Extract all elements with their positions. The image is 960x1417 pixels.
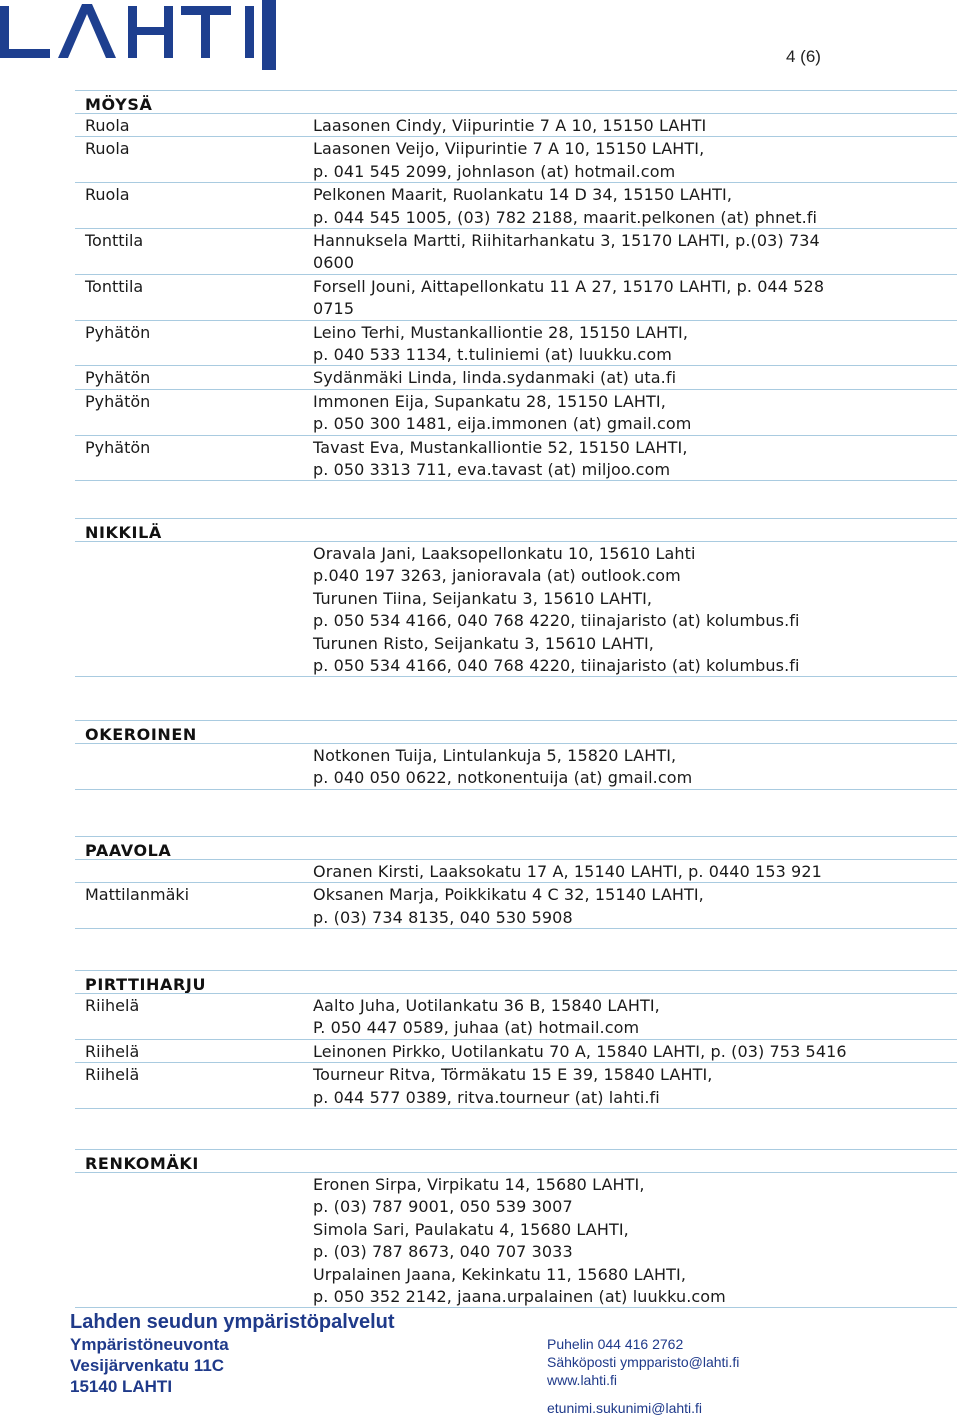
contact-line: Eronen Sirpa, Virpikatu 14, 15680 LAHTI, [313, 1175, 645, 1194]
area-label: Riihelä [85, 996, 140, 1015]
contact-lines [313, 322, 688, 367]
contact-lines [313, 543, 800, 677]
contact-lines [313, 995, 660, 1040]
contact-lines [313, 437, 688, 482]
section-header [75, 518, 957, 541]
contact-line: p. 050 3313 711, eva.tavast (at) miljoo.com [313, 459, 671, 479]
contact-lines [313, 230, 820, 275]
section-title: NIKKILÄ [85, 523, 162, 542]
section-header [75, 1149, 957, 1172]
contact-line: p. 050 352 2142, jaana.urpalainen (at) luukku.com [313, 1286, 726, 1306]
contact-row [75, 1062, 957, 1109]
section-header [75, 836, 957, 859]
area-label: Riihelä [85, 1065, 140, 1085]
contact-row [75, 541, 957, 677]
contact-row [75, 1039, 957, 1062]
contact-line: Oravala Jani, Laaksopellonkatu 10, 15610 Lahti [313, 544, 696, 563]
contact-line: Immonen Eija, Supankatu 28, 15150 LAHTI, [313, 391, 666, 411]
contact-lines [313, 1041, 847, 1063]
contact-lines [313, 276, 824, 321]
contact-line: Sydänmäki Linda, linda.sydanmaki (at) uta.fi [313, 368, 677, 388]
section-4 [75, 970, 957, 1109]
contact-line: Laasonen Cindy, Viipurintie 7 A 10, 15150 LAHTI [313, 116, 707, 135]
area-label: Ruola [85, 116, 130, 135]
contact-lines [313, 367, 676, 389]
area-label: Tonttila [85, 276, 144, 296]
contact-row [75, 743, 957, 790]
contact-lines [313, 115, 706, 137]
contact-line: Tourneur Ritva, Törmäkatu 15 E 39, 15840 LAHTI, [313, 1065, 713, 1085]
contact-line: p. 050 300 1481, eija.immonen (at) gmail.com [313, 414, 692, 434]
contact-line: Forsell Jouni, Aittapellonkatu 11 A 27, 15170 LAHTI, p. 044 528 [313, 276, 825, 296]
contact-row [75, 882, 957, 929]
contact-row [75, 113, 957, 136]
footer-web[interactable]: www.lahti.fi [547, 1372, 618, 1388]
area-label: Riihelä [85, 1041, 140, 1061]
contact-line: Laasonen Veijo, Viipurintie 7 A 10, 15150 LAHTI, [313, 139, 705, 159]
contact-row [75, 228, 957, 274]
contact-line: P. 050 447 0589, juhaa (at) hotmail.com [313, 1018, 640, 1038]
section-header [75, 90, 957, 113]
contact-lines [313, 1064, 713, 1109]
footer-phone: Puhelin 044 416 2762 [547, 1336, 684, 1352]
contact-line: Turunen Risto, Seijankatu 3, 15610 LAHTI, [313, 633, 654, 653]
footer-postal: 15140 LAHTI [70, 1377, 173, 1396]
contact-line: 0600 [313, 253, 355, 273]
contact-lines [313, 884, 704, 929]
section-title: PAAVOLA [85, 841, 172, 860]
footer-org-name: Lahden seudun ympäristöpalvelut [70, 1311, 395, 1333]
section-5 [75, 1149, 957, 1308]
contact-line: Hannuksela Martti, Riihitarhankatu 3, 15170 LAHTI, p.(03) 734 [313, 230, 820, 250]
footer-address [70, 1310, 395, 1397]
footer-street: Vesijärvenkatu 11C [70, 1356, 225, 1375]
contact-row [75, 993, 957, 1039]
contact-line: p.040 197 3263, janioravala (at) outlook.com [313, 566, 681, 586]
section-1 [75, 518, 957, 677]
contact-line: p. 041 545 2099, johnlason (at) hotmail.com [313, 161, 676, 181]
logo-text: LAHTI [0, 71, 3, 72]
section-header [75, 970, 957, 993]
contact-row [75, 859, 957, 882]
section-0 [75, 90, 957, 481]
contact-lines [313, 861, 822, 883]
lahti-logo [0, 0, 280, 72]
contact-lines [313, 745, 692, 790]
contact-line: p. 044 545 1005, (03) 782 2188, maarit.pelkonen (at) phnet.fi [313, 207, 818, 227]
contact-line: p. 050 534 4166, 040 768 4220, tiinajaristo (at) kolumbus.fi [313, 655, 800, 675]
footer-email: Sähköposti ympparisto@lahti.fi [547, 1354, 740, 1370]
contact-line: p. 044 577 0389, ritva.tourneur (at) lahti.fi [313, 1087, 660, 1107]
contact-line: 0715 [313, 299, 355, 319]
contact-line: p. (03) 787 9001, 050 539 3007 [313, 1197, 573, 1217]
page-number: 4 (6) [786, 47, 821, 66]
contact-row [75, 274, 957, 320]
contact-line: p. (03) 734 8135, 040 530 5908 [313, 907, 573, 927]
area-label: Tonttila [85, 230, 144, 250]
area-label: Pyhätön [85, 391, 151, 411]
contact-line: Urpalainen Jaana, Kekinkatu 11, 15680 LAHTI, [313, 1264, 687, 1284]
contact-lines [313, 391, 691, 436]
contact-line: Oksanen Marja, Poikkikatu 4 C 32, 15140 LAHTI, [313, 885, 704, 905]
section-2 [75, 720, 957, 790]
contact-line: p. 040 533 1134, t.tuliniemi (at) luukku.com [313, 344, 672, 364]
contact-line: Tavast Eva, Mustankalliontie 52, 15150 LAHTI, [313, 437, 688, 457]
contact-row [75, 365, 957, 388]
contact-lines [313, 1174, 726, 1308]
contact-lines [313, 184, 817, 229]
contact-line: Oranen Kirsti, Laaksokatu 17 A, 15140 LAHTI, p. 0440 153 921 [313, 862, 822, 881]
contact-line: Aalto Juha, Uotilankatu 36 B, 15840 LAHTI, [313, 996, 660, 1015]
contact-row [75, 1172, 957, 1308]
footer-email-format: etunimi.sukunimi@lahti.fi [547, 1400, 703, 1416]
contact-row [75, 435, 957, 482]
area-label: Pyhätön [85, 322, 151, 342]
contact-line: Turunen Tiina, Seijankatu 3, 15610 LAHTI, [313, 588, 653, 608]
footer-unit: Ympäristöneuvonta [70, 1335, 229, 1354]
contact-line: Simola Sari, Paulakatu 4, 15680 LAHTI, [313, 1219, 629, 1239]
contact-line: Notkonen Tuija, Lintulankuja 5, 15820 LAHTI, [313, 746, 677, 765]
section-title: RENKOMÄKI [85, 1154, 199, 1173]
contact-row [75, 389, 957, 435]
contact-line: p. (03) 787 8673, 040 707 3033 [313, 1242, 573, 1262]
area-label: Ruola [85, 185, 130, 205]
section-title: MÖYSÄ [85, 95, 153, 114]
contact-row [75, 182, 957, 228]
contact-line: Pelkonen Maarit, Ruolankatu 14 D 34, 15150 LAHTI, [313, 185, 733, 205]
section-title: OKEROINEN [85, 725, 197, 744]
area-label: Ruola [85, 139, 130, 159]
contact-line: Leino Terhi, Mustankalliontie 28, 15150 LAHTI, [313, 322, 689, 342]
area-label: Pyhätön [85, 437, 151, 457]
footer-contact [547, 1335, 739, 1417]
contact-row [75, 320, 957, 366]
section-3 [75, 836, 957, 929]
section-header [75, 720, 957, 743]
contact-lines [313, 138, 704, 183]
contact-line: p. 050 534 4166, 040 768 4220, tiinajaristo (at) kolumbus.fi [313, 611, 800, 631]
section-title: PIRTTIHARJU [85, 975, 207, 994]
contact-line: p. 040 050 0622, notkonentuija (at) gmail.com [313, 768, 693, 788]
area-label: Mattilanmäki [85, 885, 190, 905]
area-label: Pyhätön [85, 368, 151, 388]
contact-line: Leinonen Pirkko, Uotilankatu 70 A, 15840 LAHTI, p. (03) 753 5416 [313, 1041, 847, 1061]
contact-row [75, 136, 957, 182]
